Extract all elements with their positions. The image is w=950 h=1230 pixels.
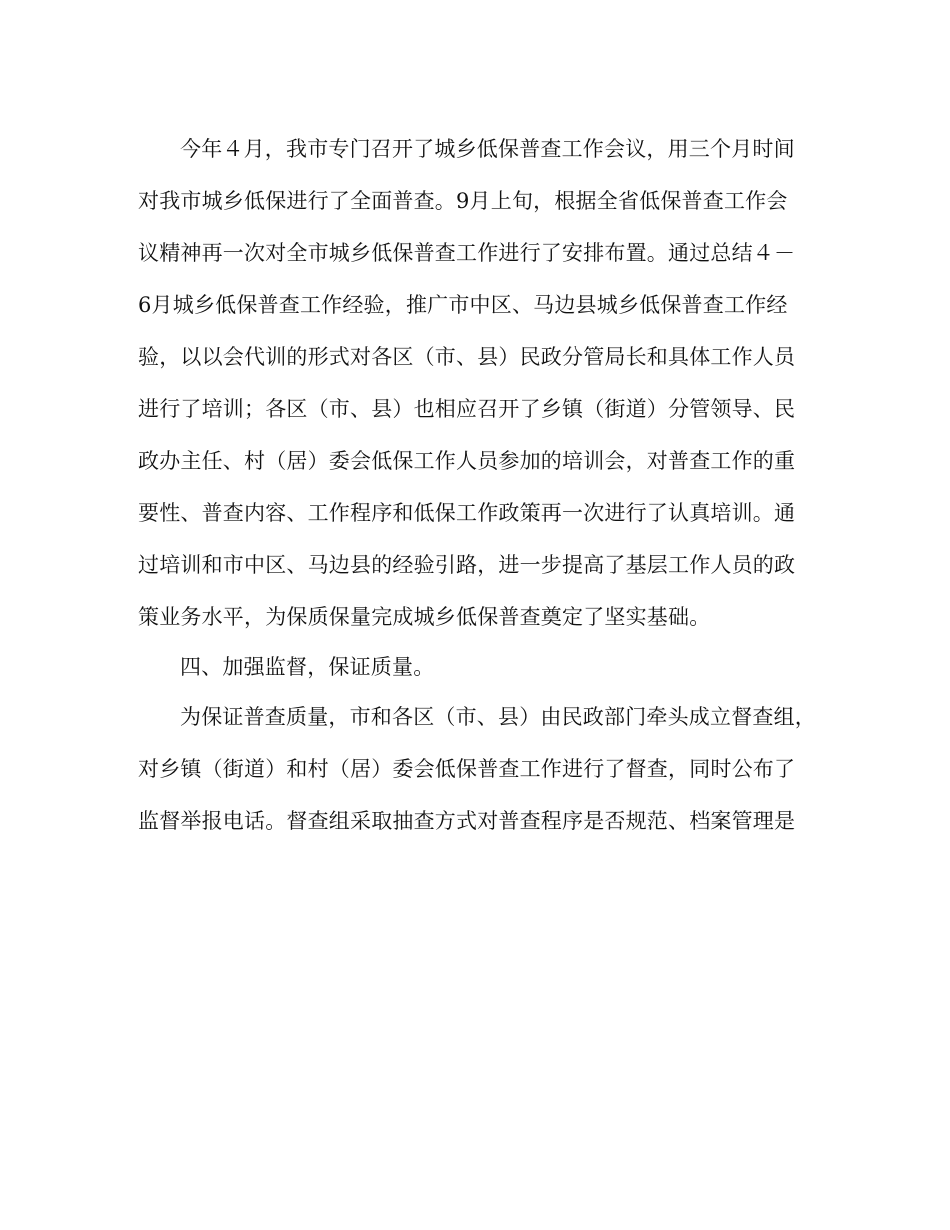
- paragraph-line: 过培训和市中区、马边县的经验引路，进一步提高了基层工作人员的政: [138, 553, 796, 577]
- paragraph-line: 进行了培训；各区（市、县）也相应召开了乡镇（街道）分管领导、民: [138, 397, 796, 421]
- section-heading: 四、加强监督，保证质量。: [180, 655, 435, 679]
- paragraph-line: 政办主任、村（居）委会低保工作人员参加的培训会，对普查工作的重: [138, 449, 796, 473]
- paragraph-line: 监督举报电话。督查组采取抽查方式对普查程序是否规范、档案管理是: [138, 809, 796, 833]
- paragraph-line: 对我市城乡低保进行了全面普查。9月上旬，根据全省低保普查工作会: [138, 189, 788, 213]
- paragraph-line: 为保证普查质量，市和各区（市、县）由民政部门牵头成立督查组，: [180, 705, 816, 729]
- paragraph-line: 6月城乡低保普查工作经验，推广市中区、马边县城乡低保普查工作经: [138, 293, 788, 317]
- paragraph-line: 要性、普查内容、工作程序和低保工作政策再一次进行了认真培训。通: [138, 501, 796, 525]
- paragraph-line: 议精神再一次对全市城乡低保普查工作进行了安排布置。通过总结４－: [138, 241, 796, 265]
- paragraph-line: 今年４月，我市专门召开了城乡低保普查工作会议，用三个月时间: [180, 137, 795, 161]
- paragraph-line: 验，以以会代训的形式对各区（市、县）民政分管局长和具体工作人员: [138, 345, 796, 369]
- paragraph-line: 策业务水平，为保质保量完成城乡低保普查奠定了坚实基础。: [138, 605, 711, 629]
- paragraph-line: 对乡镇（街道）和村（居）委会低保普查工作进行了督查，同时公布了: [138, 757, 796, 781]
- document-body: [138, 123, 818, 847]
